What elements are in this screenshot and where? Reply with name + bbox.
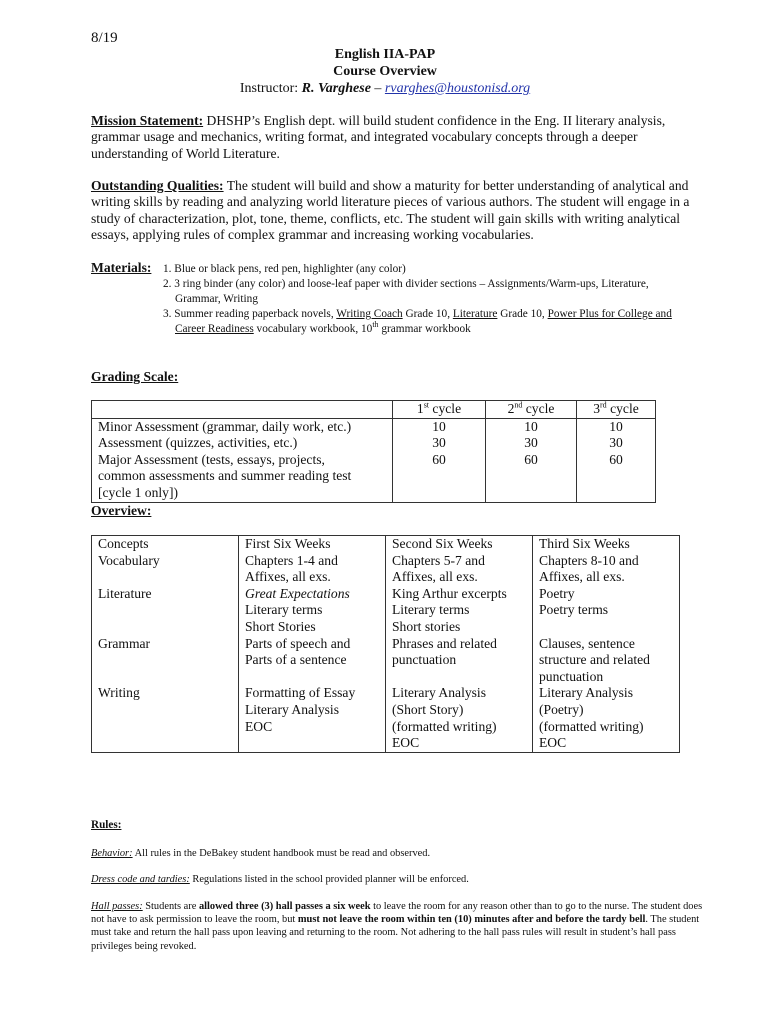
course-title: English IIA-PAP	[334, 47, 436, 62]
materials-item-3-part: Grade 10,	[402, 308, 453, 320]
materials-item-3-part: Grade 10,	[497, 308, 548, 320]
materials-item-3-part: grammar workbook	[378, 323, 471, 335]
overview-table	[91, 535, 680, 753]
writing-coach-title: Writing Coach	[336, 308, 403, 320]
table-row	[92, 418, 656, 502]
cycle-3-values: 10 30 60	[577, 418, 656, 502]
hall-label: Hall passes:	[91, 901, 143, 912]
cycle-1-values: 10 30 60	[393, 418, 486, 502]
table-row	[92, 536, 680, 686]
table-row	[92, 401, 656, 419]
cycle-header: 2nd cycle	[486, 401, 577, 419]
rules-heading: Rules:	[91, 819, 122, 831]
second-six-weeks-column: Second Six Weeks Chapters 5-7 and Affixes, all exs. King Arthur excerpts Literary terms Short stories Phrases and related punctuation	[386, 536, 533, 686]
materials-item-3	[163, 307, 683, 337]
materials-heading: Materials:	[91, 260, 152, 275]
cycle-header: 3rd cycle	[577, 401, 656, 419]
cycle-2-values: 10 30 60	[486, 418, 577, 502]
dress-label: Dress code and tardies:	[91, 874, 190, 885]
hall-text: to leave the room for any reason other than to go to the nurse. The student does not have to ask permission to leave the room, but	[91, 901, 703, 926]
grading-row-label-2: Assessment (quizzes, activities, etc.)	[98, 435, 298, 451]
power-plus-title: Power Plus for College and Career Readiness	[175, 308, 672, 335]
third-six-weeks-column: Third Six Weeks Chapters 8-10 and Affixes, all exs. Poetry Poetry terms Clauses, sentence structure and related punctuation	[533, 536, 680, 686]
cycle-header: 1st cycle	[393, 401, 486, 419]
behavior-label: Behavior:	[91, 848, 133, 859]
rule-hall-passes	[91, 900, 716, 953]
hall-text: . The student must take and return the hall pass upon leaving and returning to the room. Not adhering to the hall pass rules will result in student’s hall pass privileges being revoked.	[91, 914, 700, 952]
course-subtitle: Course Overview	[333, 64, 437, 79]
behavior-text: All rules in the DeBakey student handbook must be read and observed.	[132, 848, 431, 859]
hall-emphasis: must not leave the room within ten (10) minutes after and before the tardy bell	[297, 914, 646, 926]
instructor-dash: –	[370, 81, 385, 96]
dress-text: Regulations listed in the school provided planner will be enforced.	[189, 874, 469, 885]
outstanding-label: Outstanding Qualities:	[91, 178, 224, 193]
instructor-line	[0, 81, 770, 97]
grading-row-label-3: Major Assessment (tests, essays, projects, common assessments and summer reading test [cycle 1 only])	[98, 451, 352, 500]
grading-label-header	[92, 401, 393, 419]
materials-item-1: 1. Blue or black pens, red pen, highlighter (any color)	[163, 263, 406, 275]
writing-first: Formatting of Essay Literary Analysis EOC	[239, 685, 386, 753]
hall-emphasis: allowed three (3) hall passes a six week	[198, 901, 371, 912]
outstanding-qualities	[91, 178, 691, 244]
grading-scale-heading: Grading Scale:	[91, 369, 179, 384]
literature-title: Literature	[452, 308, 498, 320]
grading-row-label	[92, 418, 393, 502]
ordinal-suffix: th	[372, 320, 379, 330]
materials-item-3-part: vocabulary workbook, 10	[253, 323, 373, 335]
grading-row-label-1: Minor Assessment (grammar, daily work, etc.)	[98, 418, 352, 434]
rule-dress-code	[91, 873, 716, 886]
instructor-email-link[interactable]: rvarghes@houstonisd.org	[384, 81, 531, 96]
overview-heading: Overview:	[91, 503, 152, 518]
mission-statement	[91, 113, 691, 162]
mission-text: DHSHP’s English dept. will build student confidence in the Eng. II literary analysis, grammar usage and mechanics, writing format, and integrated vocabulary concepts through a deeper understanding of World Literature.	[91, 113, 666, 161]
table-row	[92, 685, 680, 753]
instructor-label: Instructor:	[239, 81, 302, 96]
mission-label: Mission Statement:	[91, 113, 204, 128]
grading-table	[91, 400, 656, 503]
writing-concept: Writing	[92, 685, 239, 753]
materials-list	[163, 262, 683, 337]
rule-behavior	[91, 847, 716, 860]
writing-third: Literary Analysis (Poetry) (formatted writing) EOC	[533, 685, 680, 753]
first-six-weeks-column: First Six Weeks Chapters 1-4 and Affixes, all exs. Great Expectations Literary terms Short Stories Parts of speech and Parts of a sentence	[239, 536, 386, 686]
materials-item-3-part: 3. Summer reading paperback novels,	[163, 308, 337, 320]
instructor-name: R. Varghese	[301, 81, 371, 96]
materials-item-2: 2. 3 ring binder (any color) and loose-leaf paper with divider sections – Assignments/Warm-ups, Literature, Grammar, Writing	[163, 278, 649, 305]
concepts-column: Concepts Vocabulary Literature Grammar	[92, 536, 239, 686]
writing-second: Literary Analysis (Short Story) (formatted writing) EOC	[386, 685, 533, 753]
page-date: 8/19	[91, 30, 118, 46]
hall-text: Students are	[142, 901, 199, 912]
outstanding-text: The student will build and show a maturity for better understanding of analytical and writing skills by reading and analyzing world literature pieces of various authors. The student will engage in a study of characterization, plot, tone, theme, conflicts, etc. The student will gain skills with writing analytical essays, applying rules of complex grammar and increasing working vocabularies.	[91, 178, 690, 243]
